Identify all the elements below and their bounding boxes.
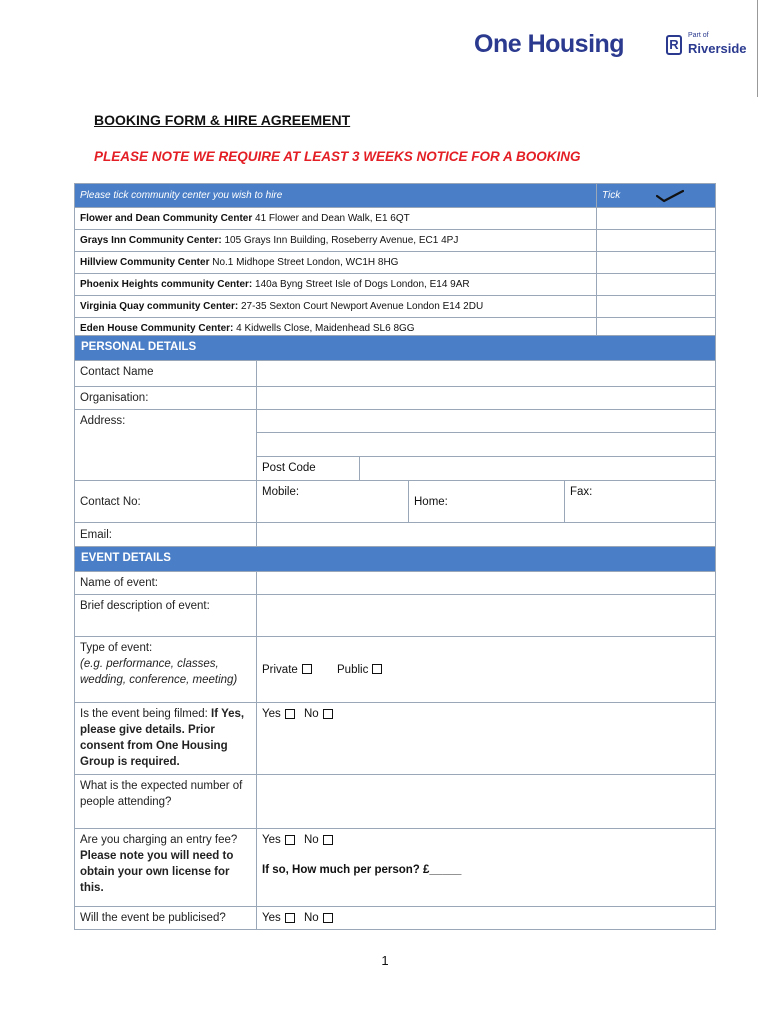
event-details-band [75, 547, 716, 572]
attending-field[interactable] [257, 775, 716, 829]
entry-fee-field [257, 829, 716, 907]
publicised-no-checkbox[interactable] [323, 913, 333, 923]
filmed-yes-label: Yes [262, 708, 281, 720]
entry-fee-label-cell [75, 829, 257, 907]
personal-details-band [75, 336, 716, 361]
venue-address: No.1 Midhope Street London, WC1H 8HG [209, 257, 399, 268]
filmed-label-cell [75, 703, 257, 775]
email-label: Email: [75, 523, 257, 547]
filmed-field [257, 703, 716, 775]
venue-tick-cell[interactable] [597, 230, 716, 252]
venue-name: Grays Inn Community Center: [80, 235, 222, 246]
event-description-label: Brief description of event: [75, 595, 257, 637]
fee-yes-checkbox[interactable] [285, 835, 295, 845]
event-details-heading: EVENT DETAILS [75, 547, 716, 572]
attending-label: What is the expected number of people attending? [75, 775, 257, 829]
venue-row [75, 296, 716, 318]
contact-no-label: Contact No: [75, 481, 257, 523]
email-field[interactable] [257, 523, 716, 547]
part-of-label: Part of [688, 32, 709, 39]
venue-row [75, 230, 716, 252]
one-housing-logo: One Housing [474, 30, 625, 58]
home-label: Home: [414, 495, 448, 508]
address-field-line-1[interactable] [257, 410, 716, 433]
public-checkbox[interactable] [372, 664, 382, 674]
contact-name-field[interactable] [257, 361, 716, 387]
venue-name: Virginia Quay community Center: [80, 301, 239, 312]
publicised-yes-checkbox[interactable] [285, 913, 295, 923]
venue-address: 41 Flower and Dean Walk, E1 6QT [252, 213, 410, 224]
event-name-label: Name of event: [75, 572, 257, 595]
publicised-label: Will the event be publicised? [75, 907, 257, 930]
venue-address: 105 Grays Inn Building, Roseberry Avenue, EC1 4PJ [221, 235, 459, 246]
venue-cell [75, 296, 597, 318]
event-description-field[interactable] [257, 595, 716, 637]
margin-line [757, 0, 758, 97]
publicised-no-label: No [303, 912, 319, 924]
fax-field[interactable] [565, 481, 716, 523]
mobile-label: Mobile: [262, 486, 300, 498]
filmed-no-checkbox[interactable] [323, 709, 333, 719]
venue-address: 27-35 Sexton Court Newport Avenue London E14 2DU [238, 301, 484, 312]
venue-row [75, 274, 716, 296]
tick-header-label: Tick [602, 190, 621, 201]
contact-name-row [75, 361, 716, 387]
personal-details-heading: PERSONAL DETAILS [75, 336, 716, 361]
organisation-row [75, 387, 716, 410]
venue-cell [75, 230, 597, 252]
venue-name: Eden House Community Center: [80, 323, 234, 334]
fee-no-label: No [303, 834, 319, 846]
event-type-hint: (e.g. performance, classes, wedding, conference, meeting) [80, 658, 238, 686]
fee-no-checkbox[interactable] [323, 835, 333, 845]
publicised-field [257, 907, 716, 930]
publicised-row [75, 907, 716, 930]
address-label: Address: [75, 410, 257, 481]
venue-row [75, 252, 716, 274]
checkmark-icon [656, 189, 684, 203]
filmed-label: Is the event being filmed: [80, 708, 208, 720]
fax-label: Fax: [570, 486, 593, 498]
event-description-row [75, 595, 716, 637]
email-row [75, 523, 716, 547]
riverside-logo: Riverside [688, 41, 747, 56]
event-type-label-cell [75, 637, 257, 703]
event-type-row [75, 637, 716, 703]
riverside-r-icon: R [666, 35, 682, 55]
private-checkbox[interactable] [302, 664, 312, 674]
attending-row [75, 775, 716, 829]
event-type-field [257, 637, 716, 703]
venue-name: Flower and Dean Community Center [80, 213, 253, 224]
entry-fee-row [75, 829, 716, 907]
public-label: Public [337, 663, 369, 676]
page-title: BOOKING FORM & HIRE AGREEMENT [94, 112, 351, 128]
filmed-no-label: No [303, 708, 319, 720]
venue-tick-cell[interactable] [597, 208, 716, 230]
venue-header-label: Please tick community center you wish to hire [75, 184, 597, 208]
venue-cell [75, 274, 597, 296]
contact-name-label: Contact Name [75, 361, 257, 387]
address-row [75, 410, 716, 433]
entry-fee-note: Please note you will need to obtain your own license for this. [80, 850, 234, 894]
filmed-yes-checkbox[interactable] [285, 709, 295, 719]
venue-tick-cell[interactable] [597, 296, 716, 318]
fee-yes-label: Yes [262, 834, 281, 846]
mobile-field[interactable] [257, 481, 409, 523]
venue-tick-cell[interactable] [597, 274, 716, 296]
private-label: Private [262, 663, 298, 676]
post-code-label: Post Code [257, 457, 360, 481]
filmed-row [75, 703, 716, 775]
publicised-yes-label: Yes [262, 912, 281, 924]
event-type-label: Type of event: [80, 642, 153, 654]
post-code-field[interactable] [360, 457, 716, 481]
address-field-line-2[interactable] [257, 433, 716, 457]
venue-cell [75, 252, 597, 274]
organisation-label: Organisation: [75, 387, 257, 410]
event-name-row [75, 572, 716, 595]
page-number: 1 [381, 953, 389, 968]
venue-address: 4 Kidwells Close, Maidenhead SL6 8GG [233, 323, 415, 334]
contact-no-row [75, 481, 716, 523]
home-field[interactable] [409, 481, 565, 523]
event-name-field[interactable] [257, 572, 716, 595]
fee-amount-question: If so, How much per person? £_____ [262, 864, 462, 876]
filmed-note: If Yes, please give details. Prior consent from One Housing Group is required. [80, 708, 245, 768]
venue-row [75, 208, 716, 230]
details-table [74, 335, 716, 930]
venue-cell [75, 208, 597, 230]
venue-name: Phoenix Heights community Center: [80, 279, 253, 290]
organisation-field[interactable] [257, 387, 716, 410]
venue-table [74, 183, 716, 340]
venue-address: 140a Byng Street Isle of Dogs London, E14 9AR [252, 279, 470, 290]
entry-fee-label: Are you charging an entry fee? [80, 834, 238, 846]
venue-name: Hillview Community Center [80, 257, 210, 268]
venue-tick-cell[interactable] [597, 252, 716, 274]
notice-text: PLEASE NOTE WE REQUIRE AT LEAST 3 WEEKS NOTICE FOR A BOOKING [94, 149, 581, 164]
venue-header-row [75, 184, 716, 208]
